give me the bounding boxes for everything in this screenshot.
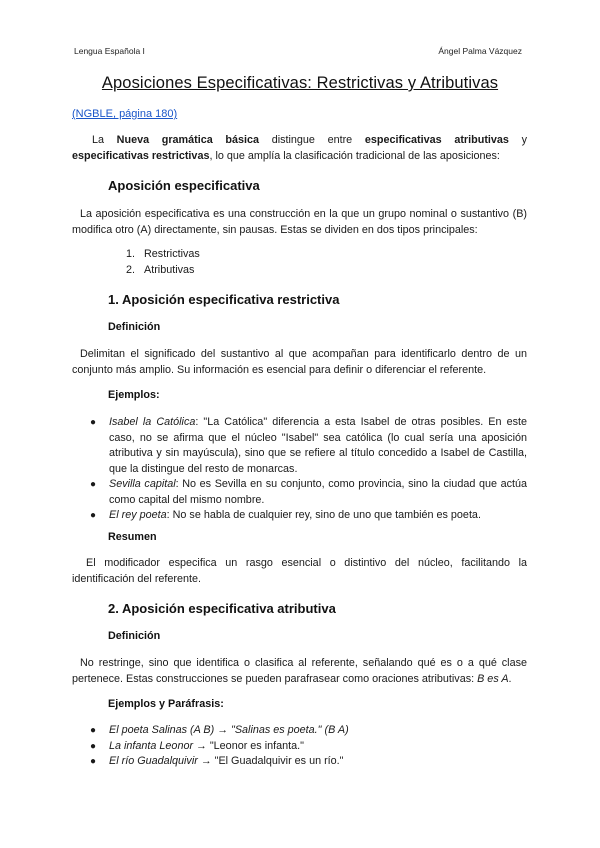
definition-end: .	[508, 672, 512, 685]
example-text: "El Guadalquivir es un río."	[211, 755, 344, 767]
example-text: "Leonor es infanta."	[206, 739, 304, 752]
heading-resumen: Resumen	[108, 531, 157, 543]
list-item	[90, 477, 527, 508]
intro-text-2: distingue entre	[259, 134, 365, 146]
bullet-icon: ●	[90, 417, 97, 428]
heading-ejemplos-2: Ejemplos y Paráfrasis:	[108, 698, 224, 710]
list-number: 1.	[126, 248, 136, 260]
list-item	[90, 508, 527, 524]
intro-text-4: , lo que amplía la clasificación tradicional de las aposiciones:	[209, 149, 500, 162]
list-label: Atributivas	[144, 264, 195, 276]
example-term: Isabel la Católica	[109, 416, 196, 428]
example-term: Sevilla capital	[109, 478, 176, 490]
bullet-icon: ●	[90, 740, 97, 752]
intro-text-1: La	[92, 134, 117, 146]
summary-paragraph: El modificador especifica un rasgo esencial o distintivo del núcleo, facilitando la identificación del referente.	[72, 557, 527, 585]
list-item	[126, 262, 200, 278]
bullet-icon: ●	[90, 510, 97, 521]
definition-text: No restringe, sino que identifica o clasifica al referente, señalando qué es o a qué clase pertenece. Estas construcciones se pueden parafrasear como oraciones atributivas:	[72, 657, 527, 685]
bullet-icon: ●	[90, 479, 97, 490]
bullet-icon: ●	[90, 756, 97, 767]
list-item	[126, 246, 200, 262]
example-term: El poeta Salinas (A B) → "Salinas es poeta." (B A)	[109, 724, 349, 736]
example-text: : No se habla de cualquier rey, sino de uno que también es poeta.	[166, 509, 481, 521]
reference-link[interactable]: (NGBLE, página 180)	[72, 108, 178, 120]
example-text: : "La Católica" diferencia a esta Isabel de otras posibles. En este caso, no se afirma que el núcleo "Isabel" sea católica (lo cual sería una aposición atributiva y sin mayúscula), sino que se refiere al título concedido a Isabel de Castilla, que la distingue del resto de monarcas.	[109, 416, 527, 475]
heading-definicion-2: Definición	[108, 630, 161, 642]
heading-ejemplos-1: Ejemplos:	[108, 389, 160, 401]
example-term: La infanta Leonor →	[109, 739, 207, 752]
examples-list-2	[90, 723, 527, 770]
example-term: El río Guadalquivir →	[109, 755, 212, 767]
intro-bold-2: especificativas atributivas	[364, 134, 509, 146]
list-item	[90, 739, 527, 755]
list-label: Restrictivas	[144, 248, 200, 260]
example-text: : No es Sevilla en su conjunto, como provincia, sino la ciudad que actúa como capital del mismo nombre.	[109, 478, 527, 506]
main-paragraph: La aposición especificativa es una construcción en la que un grupo nominal o sustantivo (B) modifica otro (A) directamente, sin pausas. Estas se dividen en dos tipos principales:	[72, 208, 527, 236]
definition-paragraph-2	[72, 656, 527, 687]
heading-atributiva: 2. Aposición especificativa atributiva	[108, 601, 336, 616]
intro-bold-1: Nueva gramática básica	[116, 134, 260, 146]
header-author: Ángel Palma Vázquez	[438, 46, 522, 56]
intro-text-3: y	[508, 134, 527, 146]
definition-formula: B es A	[477, 672, 509, 685]
example-term: El rey poeta	[109, 509, 167, 521]
intro-paragraph	[72, 133, 527, 164]
header-course: Lengua Española I	[74, 46, 145, 56]
heading-aposicion-especificativa: Aposición especificativa	[108, 178, 260, 193]
bullet-icon: ●	[90, 725, 97, 736]
types-list	[126, 246, 200, 278]
heading-definicion-1: Definición	[108, 321, 161, 333]
list-item	[90, 723, 527, 739]
page-title: Aposiciones Especificativas: Restrictivas y Atributivas	[101, 74, 499, 92]
heading-restrictiva: 1. Aposición especificativa restrictiva	[108, 292, 340, 307]
list-item	[90, 415, 527, 477]
intro-bold-3: especificativas restrictivas	[72, 149, 210, 162]
examples-list-1	[90, 415, 527, 524]
list-number: 2.	[126, 264, 136, 276]
definition-paragraph-1: Delimitan el significado del sustantivo al que acompañan para identificarlo dentro de un conjunto más amplio. Su información es esencial para definir o diferenciar el referente.	[72, 348, 527, 376]
list-item	[90, 754, 527, 770]
